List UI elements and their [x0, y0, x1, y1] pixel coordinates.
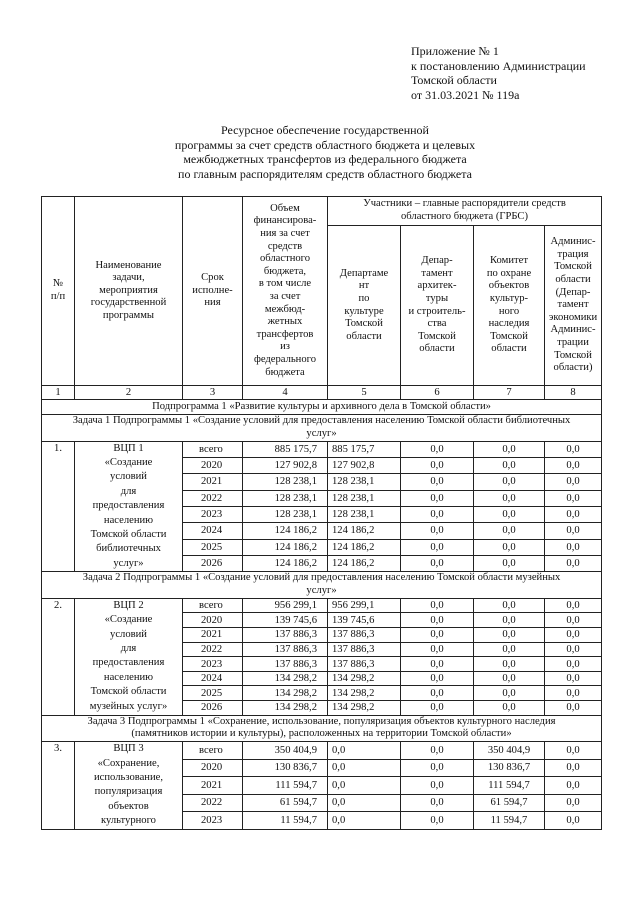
dep-culture-cell: 134 298,2 [328, 686, 401, 701]
dep-culture-cell: 134 298,2 [328, 701, 401, 716]
volume-cell: 350 404,9 [243, 742, 328, 759]
administration-cell: 0,0 [545, 598, 602, 613]
header-committee: Комитет по охране объектов культур- ного наследия Томской области [474, 226, 545, 386]
item-name-line: музейных услуг» [89, 700, 168, 712]
dep-culture-cell: 128 238,1 [328, 490, 401, 506]
volume-cell: 111 594,7 [243, 777, 328, 794]
task-row [42, 415, 602, 442]
title-line: межбюджетных трансфертов из федерального бюджета [183, 152, 467, 166]
committee-cell: 0,0 [474, 555, 545, 571]
item-number: 3. [42, 742, 75, 829]
committee-cell: 0,0 [474, 506, 545, 522]
item-number: 2. [42, 598, 75, 715]
appendix-line: от 31.03.2021 № 119а [411, 87, 520, 102]
dep-arch-cell: 0,0 [401, 539, 474, 555]
committee-cell: 0,0 [474, 457, 545, 473]
header-participants: Участники – главные распорядители средств областного бюджета (ГРБС) [328, 197, 602, 226]
dep-arch-cell: 0,0 [401, 742, 474, 759]
administration-cell: 0,0 [545, 523, 602, 539]
committee-cell: 130 836,7 [474, 759, 545, 776]
item-name-line: условий [110, 471, 147, 483]
administration-cell: 0,0 [545, 457, 602, 473]
dep-arch-cell: 0,0 [401, 686, 474, 701]
term-cell: 2024 [183, 523, 243, 539]
dep-culture-cell: 0,0 [328, 777, 401, 794]
item-name-line: услуг» [113, 557, 144, 569]
committee-cell: 61 594,7 [474, 794, 545, 811]
dep-arch-cell: 0,0 [401, 474, 474, 490]
header-num: № п/п [42, 197, 75, 386]
committee-cell: 0,0 [474, 523, 545, 539]
item-name-line: ВЦП 2 [113, 599, 144, 611]
item-name-line: предоставления [92, 657, 165, 669]
subprogram-row [42, 400, 602, 415]
resource-table [41, 196, 602, 830]
committee-cell: 0,0 [474, 441, 545, 457]
header-volume: Объем финансирова- ния за счет средств областного бюджета, в том числе за счет межбюд- жетных трансфертов из федерального бюджета [243, 197, 328, 386]
item-name-line: объектов [108, 800, 149, 812]
appendix-header [411, 44, 586, 102]
volume-cell: 139 745,6 [243, 613, 328, 628]
administration-cell: 0,0 [545, 613, 602, 628]
term-cell: 2025 [183, 686, 243, 701]
dep-culture-cell: 0,0 [328, 742, 401, 759]
term-cell: 2025 [183, 539, 243, 555]
administration-cell: 0,0 [545, 657, 602, 672]
item-name-line: населению [103, 514, 154, 526]
term-cell: 2026 [183, 701, 243, 716]
term-cell: 2021 [183, 474, 243, 490]
column-number-row [42, 386, 602, 400]
item-name-line: «Сохранение, [97, 757, 160, 769]
administration-cell: 0,0 [545, 539, 602, 555]
administration-cell: 0,0 [545, 474, 602, 490]
term-cell: 2023 [183, 812, 243, 830]
dep-culture-cell: 137 886,3 [328, 657, 401, 672]
administration-cell: 0,0 [545, 506, 602, 522]
dep-culture-cell: 124 186,2 [328, 523, 401, 539]
column-number: 7 [474, 386, 545, 400]
administration-cell: 0,0 [545, 628, 602, 643]
dep-culture-cell: 885 175,7 [328, 441, 401, 457]
item-name-line: для [120, 485, 137, 497]
column-number: 3 [183, 386, 243, 400]
term-cell: 2020 [183, 613, 243, 628]
dep-culture-cell: 124 186,2 [328, 539, 401, 555]
item-name-line: условий [110, 628, 147, 640]
administration-cell: 0,0 [545, 671, 602, 686]
committee-cell: 0,0 [474, 474, 545, 490]
task-title: Задача 1 Подпрограммы 1 «Создание условий для предоставления населению Томской области библиотечных услуг» [42, 415, 602, 442]
dep-culture-cell: 956 299,1 [328, 598, 401, 613]
dep-culture-cell: 0,0 [328, 759, 401, 776]
dep-culture-cell: 134 298,2 [328, 671, 401, 686]
item-name-line: для [120, 643, 137, 655]
item-number: 1. [42, 441, 75, 572]
volume-cell: 137 886,3 [243, 642, 328, 657]
appendix-line: к постановлению Администрации [411, 58, 586, 73]
dep-culture-cell: 137 886,3 [328, 628, 401, 643]
committee-cell: 0,0 [474, 642, 545, 657]
header-dep-arch: Депар- тамент архитек- туры и строитель- ства Томской области [401, 226, 474, 386]
dep-arch-cell: 0,0 [401, 506, 474, 522]
column-number: 6 [401, 386, 474, 400]
volume-cell: 134 298,2 [243, 686, 328, 701]
item-name-line: населению [103, 671, 154, 683]
dep-arch-cell: 0,0 [401, 628, 474, 643]
dep-arch-cell: 0,0 [401, 642, 474, 657]
committee-cell: 0,0 [474, 539, 545, 555]
term-cell: всего [183, 598, 243, 613]
item-name-line: использование, [94, 772, 163, 783]
task-row [42, 715, 602, 742]
item-name-line: ВЦП 1 [113, 442, 144, 454]
appendix-line: Томской области [411, 73, 497, 87]
subprogram-title: Подпрограмма 1 «Развитие культуры и архивного дела в Томской области» [42, 400, 602, 415]
volume-cell: 130 836,7 [243, 759, 328, 776]
item-name-line: «Создание [104, 614, 153, 626]
dep-arch-cell: 0,0 [401, 490, 474, 506]
committee-cell: 0,0 [474, 598, 545, 613]
term-cell: 2023 [183, 657, 243, 672]
dep-arch-cell: 0,0 [401, 671, 474, 686]
administration-cell: 0,0 [545, 759, 602, 776]
volume-cell: 11 594,7 [243, 812, 328, 830]
item-name-line: культурного [101, 815, 156, 827]
dep-arch-cell: 0,0 [401, 555, 474, 571]
administration-cell: 0,0 [545, 490, 602, 506]
committee-cell: 0,0 [474, 671, 545, 686]
item-name-line: библиотечных [96, 543, 161, 555]
volume-cell: 124 186,2 [243, 555, 328, 571]
item-name-line: Томской области [90, 686, 167, 698]
dep-arch-cell: 0,0 [401, 759, 474, 776]
committee-cell: 0,0 [474, 613, 545, 628]
dep-culture-cell: 139 745,6 [328, 613, 401, 628]
administration-cell: 0,0 [545, 686, 602, 701]
header-term: Срок исполне- ния [183, 197, 243, 386]
committee-cell: 350 404,9 [474, 742, 545, 759]
dep-culture-cell: 127 902,8 [328, 457, 401, 473]
dep-arch-cell: 0,0 [401, 441, 474, 457]
dep-culture-cell: 137 886,3 [328, 642, 401, 657]
volume-cell: 956 299,1 [243, 598, 328, 613]
volume-cell: 885 175,7 [243, 441, 328, 457]
administration-cell: 0,0 [545, 441, 602, 457]
dep-arch-cell: 0,0 [401, 613, 474, 628]
task-title: Задача 2 Подпрограммы 1 «Создание условий для предоставления населению Томской области музейных услуг» [42, 572, 602, 599]
item-name [75, 742, 183, 829]
dep-arch-cell: 0,0 [401, 794, 474, 811]
document-title [70, 123, 580, 181]
volume-cell: 128 238,1 [243, 490, 328, 506]
item-name-line: ВЦП 3 [113, 743, 144, 755]
table-row [42, 441, 602, 457]
title-line: Ресурсное обеспечение государственной [221, 123, 429, 137]
header-row [42, 197, 602, 226]
column-number: 2 [75, 386, 183, 400]
administration-cell: 0,0 [545, 777, 602, 794]
item-name-line: популяризация [94, 786, 163, 798]
committee-cell: 0,0 [474, 490, 545, 506]
volume-cell: 128 238,1 [243, 474, 328, 490]
term-cell: всего [183, 742, 243, 759]
dep-culture-cell: 124 186,2 [328, 555, 401, 571]
item-name-line: Томской области [90, 529, 167, 541]
dep-culture-cell: 0,0 [328, 794, 401, 811]
committee-cell: 111 594,7 [474, 777, 545, 794]
column-number: 4 [243, 386, 328, 400]
title-line: программы за счет средств областного бюджета и целевых [174, 137, 476, 152]
header-name: Наименование задачи, мероприятия государственной программы [75, 197, 183, 386]
column-number: 8 [545, 386, 602, 400]
dep-culture-cell: 128 238,1 [328, 474, 401, 490]
administration-cell: 0,0 [545, 555, 602, 571]
committee-cell: 0,0 [474, 686, 545, 701]
term-cell: 2020 [183, 457, 243, 473]
volume-cell: 134 298,2 [243, 671, 328, 686]
committee-cell: 0,0 [474, 701, 545, 716]
dep-arch-cell: 0,0 [401, 777, 474, 794]
column-number: 5 [328, 386, 401, 400]
item-name-line: «Создание [104, 457, 153, 468]
administration-cell: 0,0 [545, 812, 602, 830]
committee-cell: 11 594,7 [474, 812, 545, 830]
appendix-line: Приложение № 1 [411, 44, 499, 58]
term-cell: 2022 [183, 642, 243, 657]
header-dep-culture: Департаме нт по культуре Томской области [328, 226, 401, 386]
volume-cell: 124 186,2 [243, 539, 328, 555]
term-cell: 2020 [183, 759, 243, 776]
task-row [42, 572, 602, 599]
term-cell: 2021 [183, 777, 243, 794]
term-cell: всего [183, 441, 243, 457]
column-number: 1 [42, 386, 75, 400]
dep-arch-cell: 0,0 [401, 523, 474, 539]
title-line: по главным распорядителям средств областного бюджета [178, 166, 472, 181]
dep-arch-cell: 0,0 [401, 812, 474, 830]
volume-cell: 137 886,3 [243, 628, 328, 643]
dep-culture-cell: 0,0 [328, 812, 401, 830]
dep-arch-cell: 0,0 [401, 657, 474, 672]
dep-arch-cell: 0,0 [401, 457, 474, 473]
administration-cell: 0,0 [545, 742, 602, 759]
volume-cell: 128 238,1 [243, 506, 328, 522]
term-cell: 2022 [183, 490, 243, 506]
administration-cell: 0,0 [545, 642, 602, 657]
volume-cell: 127 902,8 [243, 457, 328, 473]
volume-cell: 137 886,3 [243, 657, 328, 672]
item-name [75, 441, 183, 572]
committee-cell: 0,0 [474, 628, 545, 643]
volume-cell: 124 186,2 [243, 523, 328, 539]
term-cell: 2026 [183, 555, 243, 571]
term-cell: 2021 [183, 628, 243, 643]
administration-cell: 0,0 [545, 794, 602, 811]
item-name-line: предоставления [92, 500, 165, 512]
volume-cell: 134 298,2 [243, 701, 328, 716]
term-cell: 2022 [183, 794, 243, 811]
header-administration: Админис- трация Томской области (Депар- тамент экономики Админис- трации Томской области) [545, 226, 602, 386]
term-cell: 2024 [183, 671, 243, 686]
dep-culture-cell: 128 238,1 [328, 506, 401, 522]
item-name [75, 598, 183, 715]
table-row [42, 742, 602, 759]
term-cell: 2023 [183, 506, 243, 522]
dep-arch-cell: 0,0 [401, 701, 474, 716]
committee-cell: 0,0 [474, 657, 545, 672]
dep-arch-cell: 0,0 [401, 598, 474, 613]
volume-cell: 61 594,7 [243, 794, 328, 811]
task-title: Задача 3 Подпрограммы 1 «Сохранение, использование, популяризация объектов культурного наследия (памятников истории и культуры), расположенных на территории Томской области» [42, 715, 602, 742]
table-row [42, 598, 602, 613]
administration-cell: 0,0 [545, 701, 602, 716]
